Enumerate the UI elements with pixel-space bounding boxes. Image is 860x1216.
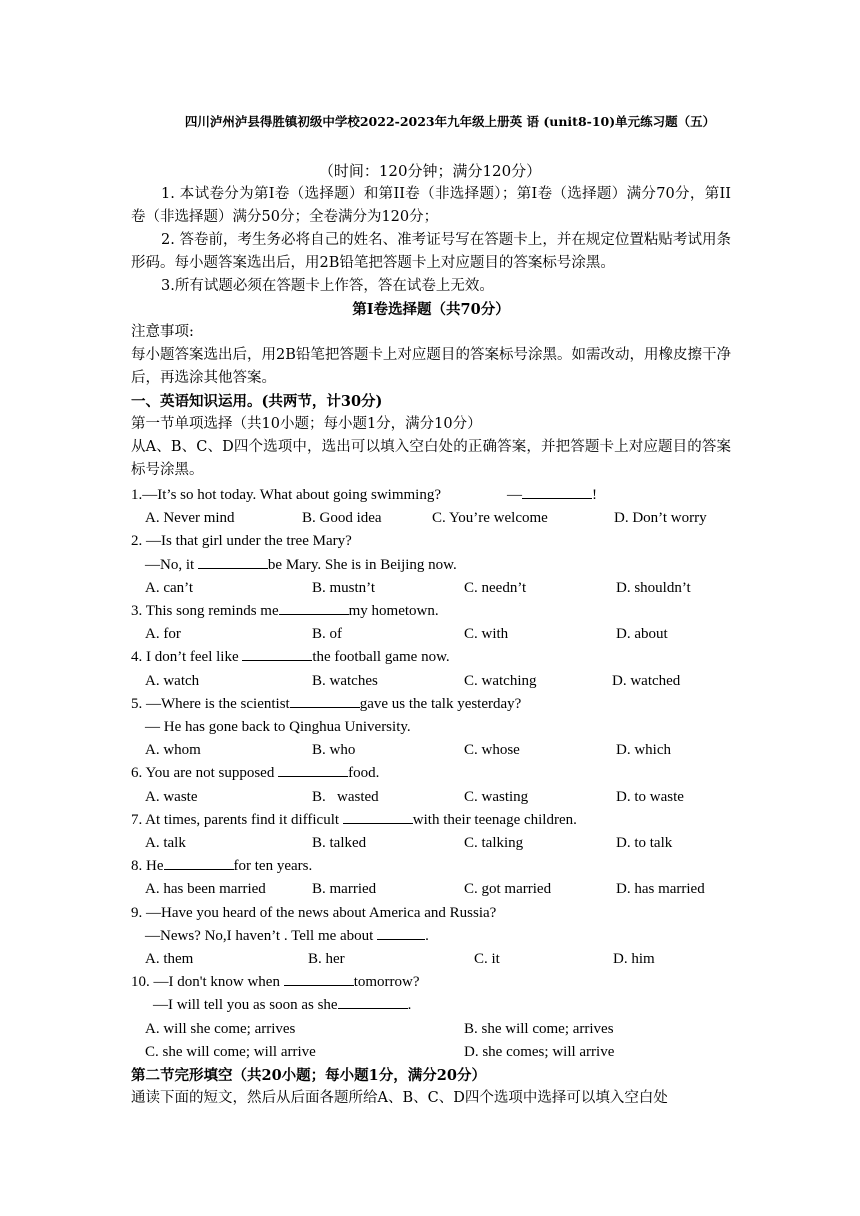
section1-part2-title: 第二节完形填空（共20小题；每小题1分，满分20分） — [131, 1067, 486, 1085]
section1-part1-title: 第一节单项选择（共10小题；每小题1分，满分10分） — [131, 416, 482, 432]
answer-blank — [242, 646, 312, 661]
answer-blank — [284, 971, 354, 986]
question-8: 8. He for ten years. — [131, 855, 731, 878]
question-10: 10. —I don't know when tomorrow? — [131, 971, 731, 994]
question-7-options: A. talk B. talked C. talking D. to talk — [145, 835, 673, 852]
notice-text: 每小题答案选出后，用2B铅笔把答题卡上对应题目的答案标号涂黑。如需改动，用橡皮擦干净后，再选涂其他答案。 — [131, 347, 731, 386]
question-6: 6. You are not supposed food. — [131, 762, 731, 785]
question-8-options: A. has been married B. married C. got married D. has married — [145, 881, 705, 898]
section1-part2-desc: 通读下面的短文，然后从后面各题所给A、B、C、D四个选项中选择可以填入空白处 — [131, 1090, 668, 1107]
answer-blank — [522, 484, 592, 499]
answer-blank — [290, 693, 360, 708]
answer-blank — [377, 925, 425, 940]
answer-blank — [278, 762, 348, 777]
question-9-line2: —News? No,I haven’t . Tell me about . — [131, 925, 731, 948]
instruction-2: 2. 答卷前，考生务必将自己的姓名、准考证号写在答题卡上，并在规定位置粘贴考试用条形码。每小题答案选出后，用2B铅笔把答题卡上对应题目的答案标号涂黑。 — [131, 232, 731, 271]
question-3: 3. This song reminds me my hometown. — [131, 600, 731, 623]
answer-blank — [338, 994, 408, 1009]
question-5-line2: — He has gone back to Qinghua University. — [145, 719, 411, 736]
exam-body — [131, 183, 731, 1110]
question-3-options: A. for B. of C. with D. about — [145, 626, 668, 643]
time-score-line: （时间：120分钟；满分120分） — [318, 162, 542, 180]
question-1: 1.—It’s so hot today. What about going swimming? — ! — [131, 484, 731, 507]
question-4-options: A. watch B. watches C. watching D. watched — [145, 672, 681, 689]
question-4: 4. I don’t feel like the football game now. — [131, 646, 731, 669]
notice-label: 注意事项: — [131, 324, 194, 340]
section1-title: 一、英语知识运用。(共两节，计30分) — [131, 393, 383, 410]
answer-blank — [343, 809, 413, 824]
instruction-3: 3.所有试题必须在答题卡上作答，答在试卷上无效。 — [161, 278, 494, 294]
answer-blank — [164, 855, 234, 870]
question-1-options: A. Never mind B. Good idea C. You’re welcome D. Don’t worry — [145, 510, 707, 527]
question-9-options: A. them B. her C. it D. him — [145, 951, 655, 968]
question-5-options: A. whom B. who C. whose D. which — [145, 742, 671, 759]
question-7: 7. At times, parents find it difficult with their teenage children. — [131, 809, 731, 832]
part1-title: 第Ⅰ卷选择题（共70分） — [352, 301, 510, 318]
questions — [131, 484, 731, 1064]
instruction-1: 1. 本试卷分为第I卷（选择题）和第II卷（非选择题）；第I卷（选择题）满分70分，第II卷（非选择题）满分50分；全卷满分为120分； — [131, 186, 731, 225]
question-5: 5. —Where is the scientist gave us the talk yesterday? — [131, 693, 731, 716]
question-10-options-row1: A. will she come; arrives B. she will come; arrives — [145, 1020, 614, 1037]
question-9: 9. —Have you heard of the news about America and Russia? — [131, 904, 497, 921]
question-2: 2. —Is that girl under the tree Mary? — [131, 533, 352, 550]
question-10-line2: —I will tell you as soon as she . — [131, 994, 731, 1017]
answer-blank — [279, 600, 349, 615]
question-6-options: A. waste B. wasted C. wasting D. to waste — [145, 788, 684, 805]
question-2-options: A. can’t B. mustn’t C. needn’t D. shouldn’t — [145, 579, 691, 596]
section1-part1-desc: 从A、B、C、D四个选项中，选出可以填入空白处的正确答案，并把答题卡上对应题目的答案标号涂黑。 — [131, 439, 731, 478]
exam-title: 四川泸州泸县得胜镇初级中学校2022-2023年九年级上册英 语 (unit8-10)单元练习题（五） — [184, 114, 716, 129]
question-10-options-row2: C. she will come; will arrive D. she comes; will arrive — [145, 1043, 615, 1060]
question-2-line2: —No, it be Mary. She is in Beijing now. — [131, 554, 731, 577]
answer-blank — [198, 554, 268, 569]
